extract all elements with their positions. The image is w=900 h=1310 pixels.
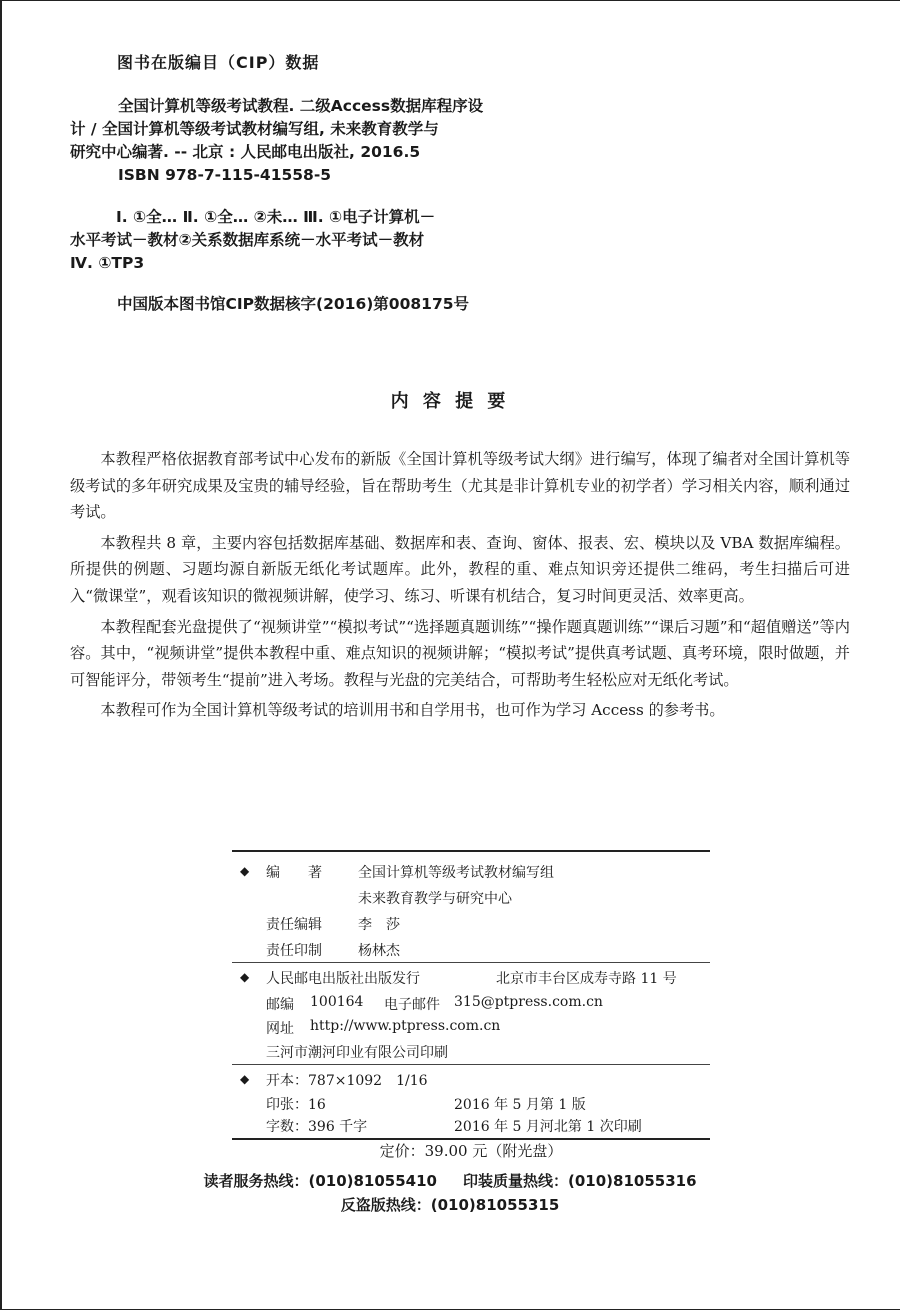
email: 315@ptpress.com.cn [454,994,603,1010]
cip-isbn: ISBN 978-7-115-41558-5 [118,166,332,184]
cip-line: 全国计算机等级考试教程. 二级Access数据库程序设 [118,97,484,115]
cip-subjects [70,206,590,275]
divider [232,1064,710,1065]
abstract-paragraph: 本教程可作为全国计算机等级考试的培训用书和自学用书，也可作为学习 Access 的参考书。 [100,701,725,720]
print-run: 2016 年 5 月河北第 1 次印刷 [454,1119,642,1135]
abstract-paragraph: 本教程严格依据教育部考试中心发布的新版《全国计算机等级考试大纲》进行编写，体现了编者对全国计算机等级考试的多年研究成果及宝贵的辅导经验，旨在帮助考生（尤其是非计算机专业的初学者）学习相关内容，顺利通过考试。 [70,450,850,522]
anti-piracy-hotline: 反盗版热线：(010)81055315 [340,1196,560,1214]
divider [232,962,710,963]
editor-label: 责任编辑 [266,917,322,933]
sheets: 印张：16 [266,1097,326,1113]
author-1: 全国计算机等级考试教材编写组 [358,865,554,881]
printer: 三河市潮河印业有限公司印刷 [266,1045,448,1061]
website: http://www.ptpress.com.cn [310,1018,501,1034]
cip-subject-line: 水平考试－教材②关系数据库系统－水平考试－教材 [70,231,425,249]
publisher-address: 北京市丰台区成寿寺路 11 号 [496,971,677,987]
abstract-title: 内 容 提 要 [390,391,510,412]
abstract-body [70,446,850,728]
price: 定价：39.00 元（附光盘） [379,1142,563,1160]
colophon [232,850,710,1140]
diamond-bullet-icon: ◆ [240,1072,250,1086]
email-label: 电子邮件 [384,997,440,1013]
reader-service-hotline: 读者服务热线：(010)81055410 [203,1172,437,1190]
printing-name: 杨林杰 [358,943,400,959]
cip-line: 计 / 全国计算机等级考试教材编写组, 未来教育教学与 [70,120,439,138]
author-2: 未来教育教学与研究中心 [358,891,512,907]
format: 开本：787×1092 1/16 [266,1073,428,1089]
cip-line: 研究中心编著. -- 北京 : 人民邮电出版社, 2016.5 [70,143,421,161]
diamond-bullet-icon: ◆ [240,970,250,984]
cip-heading: 图书在版编目（CIP）数据 [117,53,320,72]
author-label: 编 著 [266,865,322,881]
abstract-paragraph: 本教程配套光盘提供了“视频讲堂”“模拟考试”“选择题真题训练”“操作题真题训练”“课后习题”和“超值赠送”等内容。其中，“视频讲堂”提供本教程中重、难点知识的视频讲解；“模拟考试”提供真考试题、真考环境，限时做题，并可智能评分，带领考生“提前”进入考场。教程与光盘的完美结合，可帮助考生轻松应对无纸化考试。 [70,617,850,689]
cip-subject-line: Ⅰ. ①全… Ⅱ. ①全… ②未… Ⅲ. ①电子计算机－ [116,208,436,226]
cip-subject-line: Ⅳ. ①TP3 [70,254,145,272]
editor-name: 李 莎 [358,917,400,933]
postcode: 100164 [310,994,364,1010]
postcode-label: 邮编 [266,997,294,1013]
hotline-row [0,1170,900,1191]
word-count: 字数：396 千字 [266,1119,368,1135]
cip-number: 中国版本图书馆CIP数据核字(2016)第008175号 [117,295,470,313]
quality-hotline: 印装质量热线：(010)81055316 [463,1172,697,1190]
edition: 2016 年 5 月第 1 版 [454,1097,586,1113]
publisher: 人民邮电出版社出版发行 [266,971,420,987]
cip-record [70,95,590,187]
abstract-paragraph: 本教程共 8 章，主要内容包括数据库基础、数据库和表、查询、窗体、报表、宏、模块以及 VBA 数据库编程。所提供的例题、习题均源自新版无纸化考试题库。此外，教程的重、难点知识旁还提供二维码，考生扫描后可进入“微课堂”，观看该知识的微视频讲解，使学习、练习、听课有机结合，复习时间更灵活、效率更高。 [70,533,850,605]
diamond-bullet-icon: ◆ [240,864,250,878]
printing-label: 责任印制 [266,943,322,959]
website-label: 网址 [266,1021,294,1037]
